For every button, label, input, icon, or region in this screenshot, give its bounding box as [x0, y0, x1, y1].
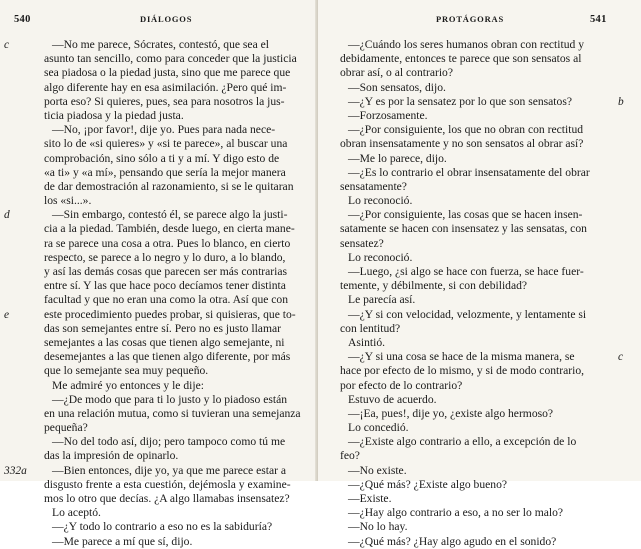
line-text: desemejantes a las que tienen algo diferente, por más: [44, 350, 291, 364]
line-text: obran insensatamente y no son sensatos al obrar así?: [340, 137, 584, 151]
line-text: —¿De modo que para ti lo justo y lo piadoso están: [52, 392, 288, 406]
text-line: [340, 66, 606, 80]
text-line: [340, 137, 606, 151]
running-head: DIÁLOGOS: [140, 14, 193, 24]
text-line: [340, 123, 606, 137]
text-line: [44, 194, 302, 208]
line-text: ticia piadosa y la piedad justa.: [44, 108, 184, 122]
text-line: [340, 81, 606, 95]
line-text: de dar demostración al razonamiento, si se le quitaran: [44, 179, 294, 193]
text-line: [340, 237, 606, 251]
line-text: que lo semejante sea muy pequeño.: [44, 364, 209, 378]
text-line: [44, 435, 302, 449]
text-line: [44, 222, 302, 236]
text-line: [340, 393, 606, 407]
text-line: [340, 379, 606, 393]
line-text: —Son sensatos, dijo.: [348, 80, 446, 94]
line-text: —¿Por consiguiente, los que no obran con rectitud: [348, 123, 584, 137]
line-text: Lo concedió.: [348, 421, 409, 435]
line-text: —¿Qué más? ¿Hay algo agudo en el sonido?: [348, 534, 557, 548]
right-page-text: [340, 38, 624, 549]
text-line: [340, 364, 606, 378]
line-text: mos lo otro que decías. ¿A algo llamabas insensatez?: [44, 492, 290, 505]
line-text: Lo aceptó.: [52, 506, 101, 520]
text-line: [44, 81, 302, 95]
margin-marker: d: [4, 209, 10, 222]
text-line: [340, 535, 606, 549]
line-text: pequeña?: [44, 421, 88, 435]
text-line: [340, 194, 606, 208]
text-line: [44, 336, 302, 350]
line-text: algo diferente hay en esa asimilación. ¿Pero qué im-: [44, 80, 287, 94]
line-text: entre sí. Y las que hace poco decíamos tener distinta: [44, 279, 286, 293]
line-text: cia a la piedad. También, desde luego, en cierta mane-: [44, 222, 295, 236]
line-text: —Existe.: [348, 492, 392, 505]
line-text: «a ti» y «a mí», pensando que sería la mejor manera: [44, 165, 286, 179]
text-line: [340, 38, 606, 52]
text-line: [340, 94, 624, 109]
line-text: —¿Y todo lo contrario a eso no es la sabiduría?: [52, 520, 273, 534]
text-line: [340, 336, 606, 350]
text-line: [44, 166, 302, 180]
text-line: [340, 293, 606, 307]
line-text: —No me parece, Sócrates, contestó, que sea el: [52, 38, 269, 51]
text-line: [44, 421, 302, 435]
line-text: temente, y débilmente, si con debilidad?: [340, 279, 528, 293]
line-text: —Luego, ¿si algo se hace con fuerza, se hace fuer-: [348, 265, 584, 278]
line-text: sea piadosa o la piedad justa, sino que me parece que: [44, 66, 291, 80]
line-text: comprobación, sino sólo a ti y a mí. Y digo esto de: [44, 151, 280, 165]
line-text: —¿Y si con velocidad, velozmente, y lentamente si: [348, 307, 587, 321]
line-text: —No existe.: [348, 463, 407, 477]
text-line: [44, 52, 302, 66]
text-line: [44, 449, 302, 463]
line-text: sensatez?: [340, 236, 384, 250]
line-text: —¿Y si una cosa se hace de la misma manera, se: [348, 350, 575, 364]
line-text: —¿Es lo contrario el obrar insensatamente del obrar: [348, 165, 590, 179]
text-line: [44, 520, 302, 534]
line-text: satamente se hacen con insensatez y las sensatas, con: [340, 222, 587, 236]
text-line: [340, 435, 606, 449]
text-line: [340, 251, 606, 265]
text-line: [44, 478, 302, 492]
line-text: —¿Qué más? ¿Existe algo bueno?: [348, 477, 508, 491]
line-text: respecto, se parece a lo negro y lo duro, a lo blando,: [44, 250, 286, 264]
text-line: [44, 492, 302, 506]
line-text: —Me lo parece, dijo.: [348, 151, 447, 165]
text-line: [340, 520, 606, 534]
line-text: —¿Por consiguiente, las cosas que se hacen insen-: [348, 208, 583, 222]
line-text: los «si...».: [44, 194, 92, 208]
right-page: [318, 0, 641, 548]
line-text: das son semejantes entre sí. Pero no es justo llamar: [44, 321, 281, 335]
text-line: [44, 109, 302, 123]
line-text: —¿Hay algo contrario a eso, a no ser lo malo?: [348, 506, 564, 520]
line-text: semejantes a las cosas que tienen algo semejante, ni: [44, 335, 285, 349]
text-line: [44, 407, 302, 421]
line-text: —No lo hay.: [348, 520, 408, 534]
text-line: [340, 492, 606, 506]
text-line: [44, 95, 302, 109]
line-text: —No del todo así, dijo; pero tampoco como tú me: [52, 435, 286, 449]
text-line: [4, 208, 302, 222]
line-text: sensatamente?: [340, 179, 407, 193]
line-text: Asintió.: [348, 335, 386, 349]
line-text: este procedimiento puedes probar, si quisieras, que to-: [44, 307, 296, 321]
text-line: [340, 109, 606, 123]
text-line: [340, 52, 606, 66]
text-line: [340, 308, 606, 322]
text-line: [44, 364, 302, 378]
text-line: [44, 379, 302, 393]
line-text: porta eso? Si quieres, pues, sea para nosotros la jus-: [44, 94, 285, 108]
line-text: —Bien entonces, dije yo, ya que me parece estar a: [52, 463, 287, 477]
text-line: [340, 279, 606, 293]
line-text: ra se parece una cosa a otra. Pues lo blanco, en cierto: [44, 236, 291, 250]
line-text: —Me parece a mí que sí, dijo.: [52, 534, 193, 548]
left-page-text: [4, 38, 302, 549]
text-line: [44, 350, 302, 364]
margin-marker: c: [618, 351, 624, 364]
line-text: Le parecía así.: [348, 293, 416, 307]
text-line: [340, 478, 606, 492]
text-line: [44, 293, 302, 307]
text-line: [44, 237, 302, 251]
text-line: [340, 407, 606, 421]
text-line: [340, 180, 606, 194]
line-text: Lo reconoció.: [348, 250, 413, 264]
running-head: PROTÁGORAS: [436, 14, 504, 24]
text-line: [44, 152, 302, 166]
text-line: [340, 464, 606, 478]
text-line: [44, 506, 302, 520]
line-text: —¡Ea, pues!, dije yo, ¿existe algo hermoso?: [348, 406, 554, 420]
line-text: Me admiré yo entonces y le dije:: [52, 378, 204, 392]
text-line: [44, 322, 302, 336]
line-text: con lentitud?: [340, 321, 401, 335]
text-line: [340, 421, 606, 435]
text-line: [340, 350, 624, 364]
margin-marker: b: [618, 95, 624, 108]
line-text: —¿Y es por la sensatez por lo que son sensatos?: [348, 94, 572, 108]
line-text: —Forzosamente.: [348, 108, 428, 122]
text-line: [44, 251, 302, 265]
margin-marker: e: [4, 308, 10, 321]
line-text: hace por efecto de lo mismo, y si de modo contrario,: [340, 364, 585, 378]
line-text: debidamente, entonces te parece que son sensatos al: [340, 52, 582, 66]
text-line: [44, 123, 302, 137]
text-line: [44, 66, 302, 80]
line-text: en una relación mutua, como si tuvieran una semejanza: [44, 406, 301, 420]
text-line: [340, 322, 606, 336]
text-line: [44, 279, 302, 293]
text-line: [340, 265, 606, 279]
line-text: asunto tan sencillo, como para conceder que la justicia: [44, 52, 297, 66]
text-line: [340, 152, 606, 166]
line-text: —No, ¡por favor!, dije yo. Pues para nada nece-: [52, 123, 276, 137]
text-line: [4, 463, 302, 478]
text-line: [340, 449, 606, 463]
text-line: [340, 506, 606, 520]
text-line: [340, 222, 606, 236]
line-text: —¿Existe algo contrario a ello, a excepción de lo: [348, 435, 577, 449]
line-text: obrar así, o al contrario?: [340, 66, 453, 80]
page-number: 541: [590, 14, 607, 25]
line-text: y así las demás cosas que parecen ser más contrarias: [44, 265, 288, 278]
text-line: [340, 208, 606, 222]
line-text: —Sin embargo, contestó él, se parece algo la justi-: [52, 208, 288, 222]
text-line: [44, 180, 302, 194]
margin-marker: c: [4, 39, 10, 51]
text-line: [340, 166, 606, 180]
left-page: [0, 0, 317, 548]
text-line: [44, 535, 302, 549]
line-text: feo?: [340, 449, 360, 463]
line-text: por efecto de lo contrario?: [340, 378, 463, 392]
line-text: Estuvo de acuerdo.: [348, 392, 437, 406]
text-line: [4, 307, 302, 322]
line-text: sito lo de «si quieres» y «si te parece», al buscar una: [44, 137, 288, 151]
line-text: Lo reconoció.: [348, 194, 413, 208]
text-line: [44, 137, 302, 151]
text-line: [44, 393, 302, 407]
text-line: [44, 265, 302, 279]
text-line: [4, 38, 302, 52]
line-text: das la impresión de opinarlo.: [44, 449, 179, 463]
page-number: 540: [14, 14, 31, 25]
line-text: facultad y que no eran una como la otra. Así que con: [44, 293, 289, 307]
line-text: —¿Cuándo los seres humanos obran con rectitud y: [348, 38, 585, 51]
margin-marker: 332a: [4, 464, 27, 477]
line-text: disgusto frente a esta cuestión, dejémosla y examine-: [44, 477, 291, 491]
